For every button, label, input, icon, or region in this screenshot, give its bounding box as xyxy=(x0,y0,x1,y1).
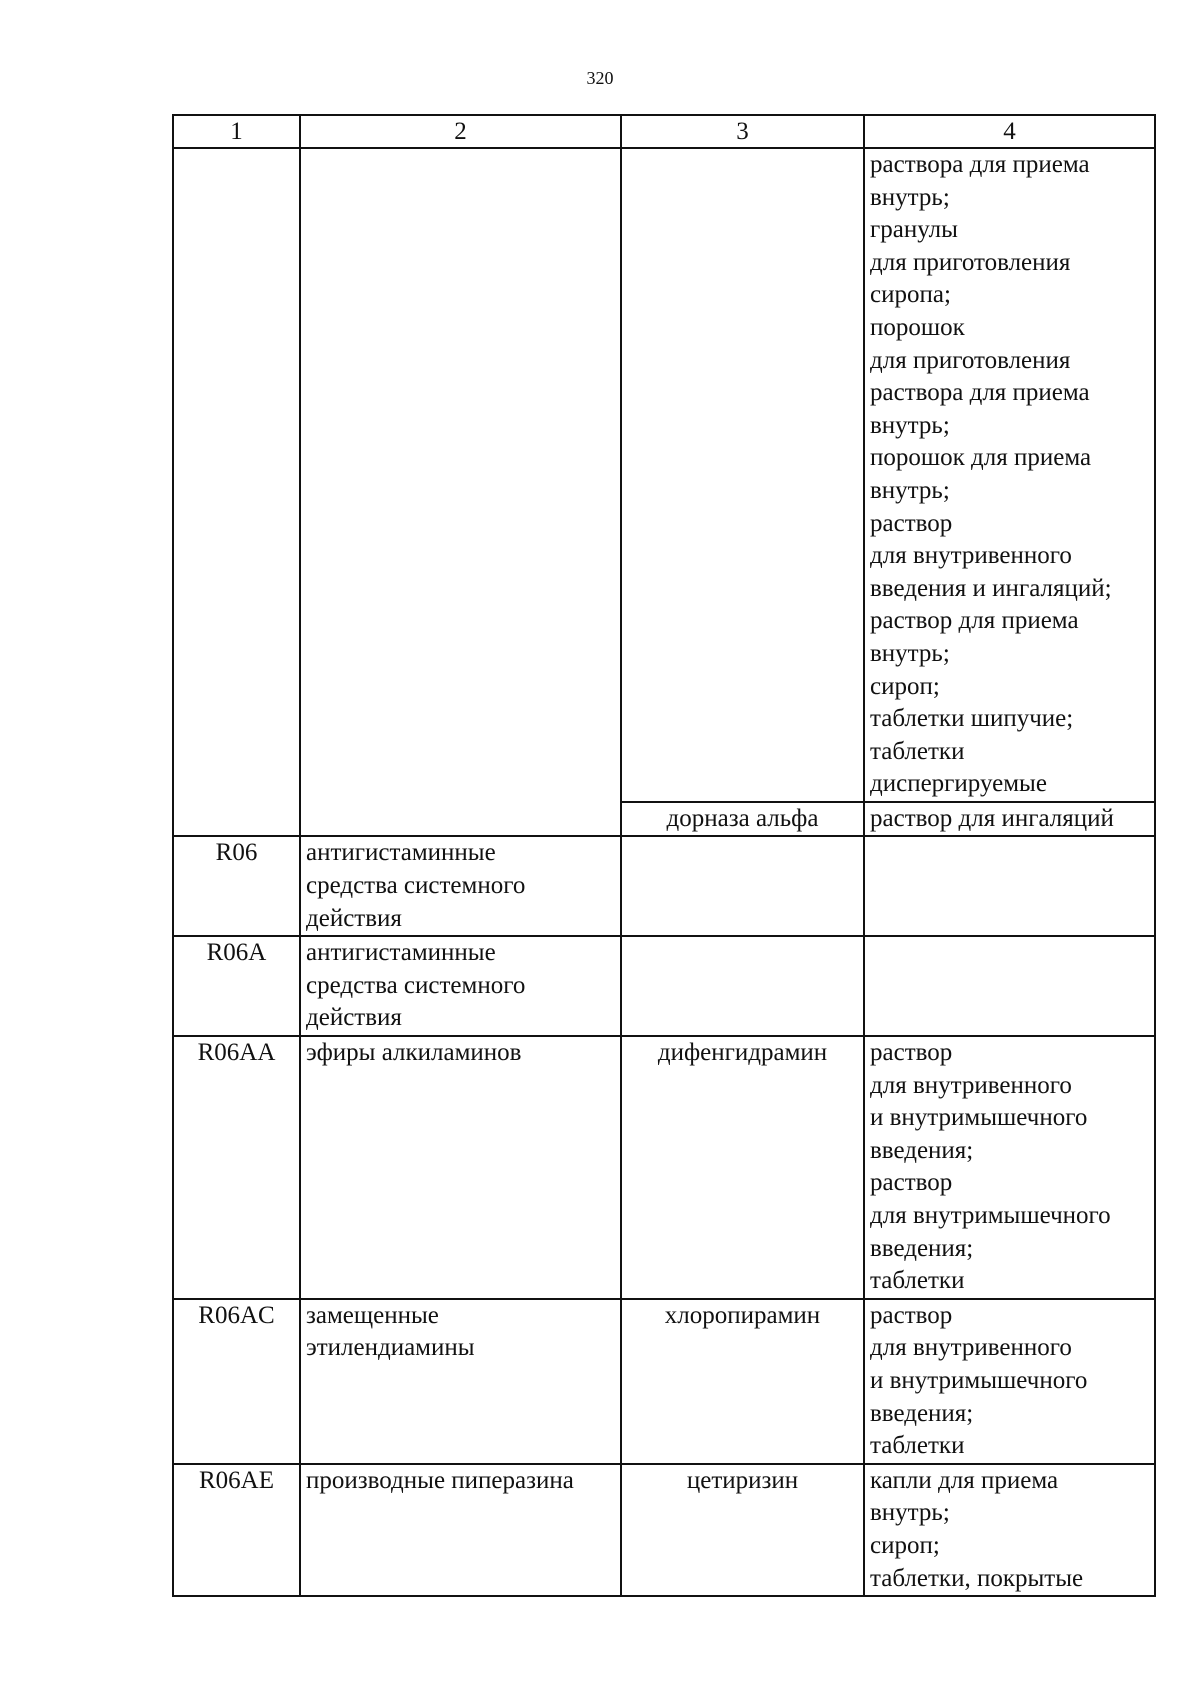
code-cell xyxy=(173,936,300,1036)
table-row xyxy=(173,836,1155,936)
table-row xyxy=(173,1464,1155,1596)
header-col-4: 4 xyxy=(864,115,1155,148)
group-text: эфиры алкиламинов xyxy=(306,1039,522,1067)
forms-text: раствор для внутривенного и внутримышечного введения; раствор для внутримышечного введения; таблетки xyxy=(870,1039,1111,1295)
code-text: R06 xyxy=(215,839,258,867)
drug-cell xyxy=(621,1299,864,1464)
code-text: R06A xyxy=(206,939,267,967)
group-cell xyxy=(300,1036,621,1299)
forms-cell xyxy=(864,1299,1155,1464)
group-cell xyxy=(300,936,621,1036)
table-row xyxy=(173,1299,1155,1464)
forms-cell xyxy=(864,1036,1155,1299)
code-cell xyxy=(173,1464,300,1596)
drug-cell xyxy=(621,836,864,936)
table-row-continuation xyxy=(173,148,1155,802)
table-row xyxy=(173,936,1155,1036)
continuation-extra-drug-cell xyxy=(621,802,864,837)
code-cell xyxy=(173,1036,300,1299)
code-cell xyxy=(173,836,300,936)
group-text: антигистаминные средства системного действия xyxy=(306,939,526,1032)
group-text: антигистаминные средства системного действия xyxy=(306,839,526,932)
page-number: 320 xyxy=(586,68,614,88)
drug-cell xyxy=(621,1464,864,1596)
drug-text: дифенгидрамин xyxy=(657,1039,828,1067)
forms-cell xyxy=(864,936,1155,1036)
group-cell xyxy=(300,1464,621,1596)
table-header-row xyxy=(173,115,1155,148)
header-col-1: 1 xyxy=(173,115,300,148)
group-cell xyxy=(300,836,621,936)
continuation-forms-text: раствора для приема внутрь; гранулы для приготовления сиропа; порошок для приготовления раствора для приема внутрь; порошок для приема внутрь; раствор для внутривенного введения и ингаляций; раствор для приема внутрь; сироп; таблетки шипучие; таблетки диспергируемые xyxy=(870,151,1112,798)
header-col-2: 2 xyxy=(300,115,621,148)
drug-text: хлоропирамин xyxy=(664,1301,821,1329)
code-text: R06AA xyxy=(197,1039,276,1067)
continuation-extra-drug-text: дорназа альфа xyxy=(666,804,819,832)
forms-cell xyxy=(864,1464,1155,1596)
group-text: производные пиперазина xyxy=(306,1466,574,1494)
drug-text: цетиризин xyxy=(686,1466,799,1494)
code-text: R06AC xyxy=(198,1301,275,1329)
group-cell xyxy=(300,1299,621,1464)
continuation-extra-forms-cell xyxy=(864,802,1155,837)
continuation-group-cell xyxy=(300,148,621,836)
continuation-code-cell xyxy=(173,148,300,836)
header-col-3: 3 xyxy=(621,115,864,148)
group-text: замещенные этилендиамины xyxy=(306,1301,475,1362)
forms-text: капли для приема внутрь; сироп; таблетки, покрытые xyxy=(870,1466,1084,1592)
forms-text: раствор для внутривенного и внутримышечного введения; таблетки xyxy=(870,1301,1088,1460)
continuation-drug-cell xyxy=(621,148,864,802)
code-text: R06AE xyxy=(199,1466,274,1494)
drug-table xyxy=(172,114,1156,1597)
forms-cell xyxy=(864,836,1155,936)
drug-cell xyxy=(621,936,864,1036)
code-cell xyxy=(173,1299,300,1464)
drug-cell xyxy=(621,1036,864,1299)
table-row xyxy=(173,1036,1155,1299)
continuation-forms-cell xyxy=(864,148,1155,802)
continuation-extra-forms-text: раствор для ингаляций xyxy=(870,804,1114,832)
